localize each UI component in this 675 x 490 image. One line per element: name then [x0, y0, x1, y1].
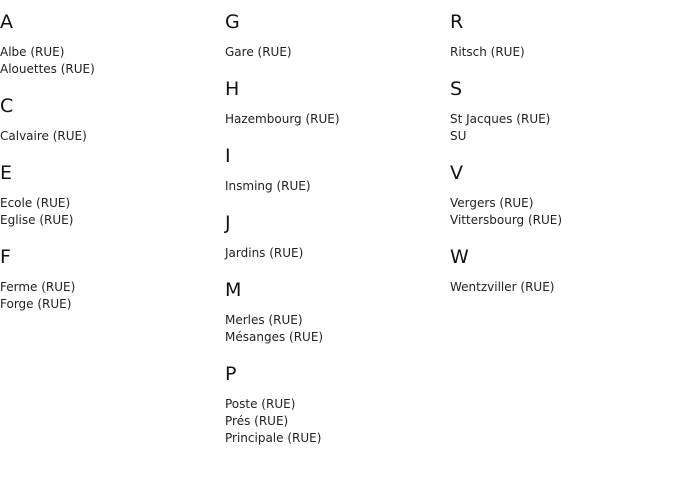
street-list	[450, 195, 670, 229]
street-item[interactable]: Calvaire (RUE)	[0, 129, 87, 143]
street-item[interactable]: Principale (RUE)	[225, 431, 322, 445]
street-list	[0, 128, 220, 145]
street-list	[450, 44, 670, 61]
letter-group-a	[0, 10, 220, 78]
street-list	[0, 279, 220, 313]
letter-group-m	[225, 278, 445, 346]
letter-heading: C	[0, 95, 14, 117]
letter-heading: P	[225, 363, 237, 385]
street-item[interactable]: Alouettes (RUE)	[0, 62, 95, 76]
letter-group-e	[0, 161, 220, 229]
street-list	[225, 245, 445, 262]
letter-group-w	[450, 245, 670, 296]
street-item[interactable]: Hazembourg (RUE)	[225, 112, 340, 126]
letter-group-j	[225, 211, 445, 262]
street-item[interactable]: Jardins (RUE)	[225, 246, 304, 260]
letter-heading: G	[225, 11, 240, 33]
street-item[interactable]: Mésanges (RUE)	[225, 330, 324, 344]
letter-heading: J	[225, 212, 231, 234]
street-item[interactable]: Insming (RUE)	[225, 179, 311, 193]
index-column-2	[225, 10, 445, 463]
street-item[interactable]: Vergers (RUE)	[450, 196, 534, 210]
letter-heading: H	[225, 78, 240, 100]
letter-group-h	[225, 77, 445, 128]
street-item[interactable]: Albe (RUE)	[0, 45, 65, 59]
letter-group-v	[450, 161, 670, 229]
letter-heading: E	[0, 162, 13, 184]
letter-heading: R	[450, 11, 464, 33]
street-item[interactable]: Ferme (RUE)	[0, 280, 76, 294]
letter-group-p	[225, 362, 445, 447]
street-item[interactable]: Ritsch (RUE)	[450, 45, 525, 59]
letter-group-f	[0, 245, 220, 313]
street-list	[225, 396, 445, 447]
street-item[interactable]: Gare (RUE)	[225, 45, 292, 59]
street-list	[450, 279, 670, 296]
street-item[interactable]: St Jacques (RUE)	[450, 112, 551, 126]
letter-group-i	[225, 144, 445, 195]
street-item[interactable]: Poste (RUE)	[225, 397, 296, 411]
street-item[interactable]: Ecole (RUE)	[0, 196, 71, 210]
letter-heading: S	[450, 78, 463, 100]
letter-group-r	[450, 10, 670, 61]
letter-heading: I	[225, 145, 231, 167]
index-column-3	[450, 10, 670, 312]
street-list	[225, 111, 445, 128]
letter-heading: W	[450, 246, 469, 268]
letter-group-s	[450, 77, 670, 145]
street-item[interactable]: Wentzviller (RUE)	[450, 280, 555, 294]
letter-heading: V	[450, 162, 463, 184]
street-list	[0, 44, 220, 78]
street-list	[225, 44, 445, 61]
street-item[interactable]: Forge (RUE)	[0, 297, 72, 311]
street-list	[225, 312, 445, 346]
letter-heading: F	[0, 246, 11, 268]
street-item[interactable]: Prés (RUE)	[225, 414, 289, 428]
street-item[interactable]: Eglise (RUE)	[0, 213, 74, 227]
street-item[interactable]: SU	[450, 129, 467, 143]
street-list	[0, 195, 220, 229]
street-list	[225, 178, 445, 195]
street-list	[450, 111, 670, 145]
street-item[interactable]: Vittersbourg (RUE)	[450, 213, 563, 227]
index-column-1	[0, 10, 220, 329]
letter-group-c	[0, 94, 220, 145]
street-item[interactable]: Merles (RUE)	[225, 313, 303, 327]
letter-heading: A	[0, 11, 13, 33]
letter-group-g	[225, 10, 445, 61]
letter-heading: M	[225, 279, 242, 301]
